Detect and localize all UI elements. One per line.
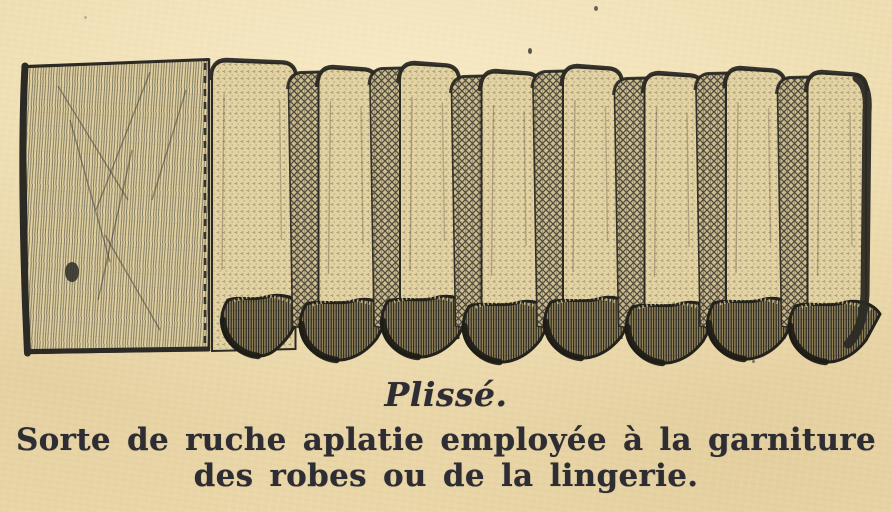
paper-speck <box>528 48 532 54</box>
figure-title: Plissé. <box>384 375 508 414</box>
paper-speck <box>594 6 598 11</box>
caption-line-1: Sorte de ruche aplatie employée à la garniture <box>15 422 877 458</box>
figure-caption <box>0 376 892 494</box>
caption-line-2: des robes ou de la lingerie. <box>193 458 699 494</box>
paper-speck <box>84 16 87 19</box>
paper-speck <box>752 360 755 363</box>
